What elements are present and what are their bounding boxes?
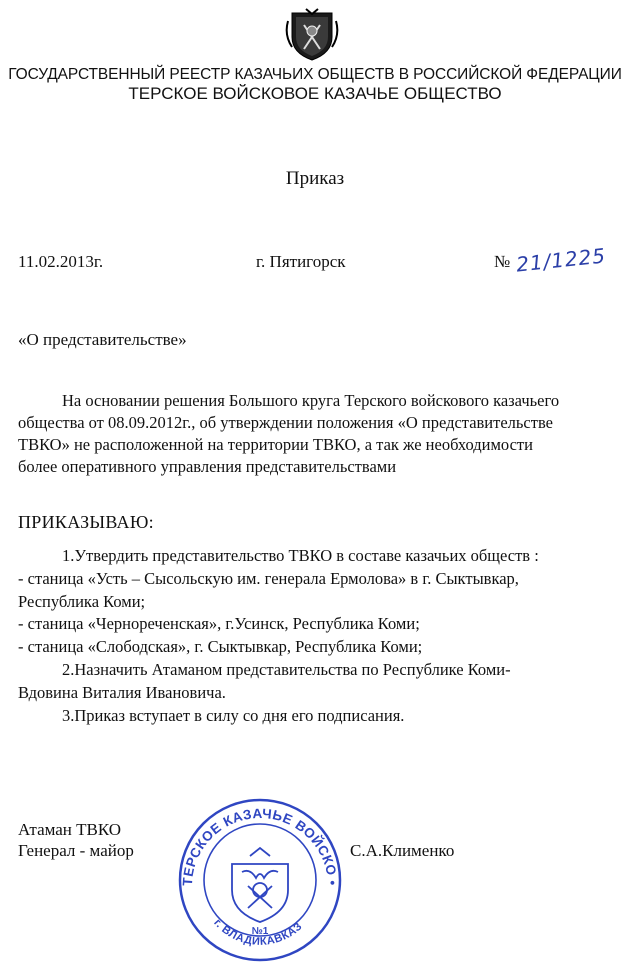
- order-item-line: Вдовина Виталия Ивановича.: [18, 682, 226, 702]
- stamp-outer-text: ТЕРСКОЕ КАЗАЧЬЕ ВОЙСКО • ВОЙСКОВОЙ АТАМАН •: [164, 778, 341, 887]
- order-number-handwritten: 21/1225: [514, 243, 608, 277]
- order-city: г. Пятигорск: [256, 252, 346, 271]
- document-title: Приказ: [285, 168, 345, 189]
- order-item-line: 2.Назначить Атаманом представительства по Республике Коми-: [62, 659, 511, 679]
- organization-header: ТЕРСКОЕ ВОЙСКОВОЕ КАЗАЧЬЕ ОБЩЕСТВО: [128, 84, 502, 103]
- order-item-line: 3.Приказ вступает в силу со дня его подписания.: [62, 705, 405, 725]
- official-stamp: [164, 778, 350, 962]
- order-items: [18, 545, 618, 727]
- order-item-line: - станица «Слободская», г. Сыктывкар, Республика Коми;: [18, 637, 423, 657]
- preamble-line: На основании решения Большого круга Терского войскового казачьего: [62, 391, 560, 410]
- order-date: 11.02.2013г.: [18, 252, 104, 271]
- order-number-label: №: [494, 252, 511, 271]
- order-item-line: 1.Утвердить представительство ТВКО в составе казачьих обществ :: [62, 546, 539, 565]
- coat-of-arms-emblem: [284, 7, 340, 63]
- order-item-line: Республика Коми;: [18, 591, 146, 611]
- stamp-number: №1: [251, 926, 269, 937]
- preamble-line: более оперативного управления представительствами: [18, 457, 397, 476]
- preamble-line: общества от 08.09.2012г., об утверждении положения «О представительстве: [18, 413, 553, 432]
- order-heading: ПРИКАЗЫВАЮ:: [18, 512, 154, 532]
- stamp-eagle-icon: [232, 848, 288, 922]
- order-item-line: - станица «Усть – Сысольскую им. генерала Ермолова» в г. Сыктывкар,: [18, 568, 519, 588]
- stamp-bottom-text: г. ВЛАДИКАВКАЗ: [211, 916, 305, 948]
- preamble-line: ТВКО» не расположенной на территории ТВКО, а так же необходимости: [18, 435, 533, 454]
- registry-header: ГОСУДАРСТВЕННЫЙ РЕЕСТР КАЗАЧЬИХ ОБЩЕСТВ В РОССИЙСКОЙ ФЕДЕРАЦИИ: [8, 66, 622, 83]
- signatory-position: Атаман ТВКО: [18, 820, 122, 839]
- signatory-rank: Генерал - майор: [18, 841, 134, 860]
- signatory-name: С.А.Клименко: [350, 841, 455, 860]
- order-item-line: - станица «Черноречeнская», г.Усинск, Республика Коми;: [18, 614, 420, 634]
- order-subject: «О представительстве»: [18, 330, 187, 349]
- preamble-paragraph: [18, 390, 610, 478]
